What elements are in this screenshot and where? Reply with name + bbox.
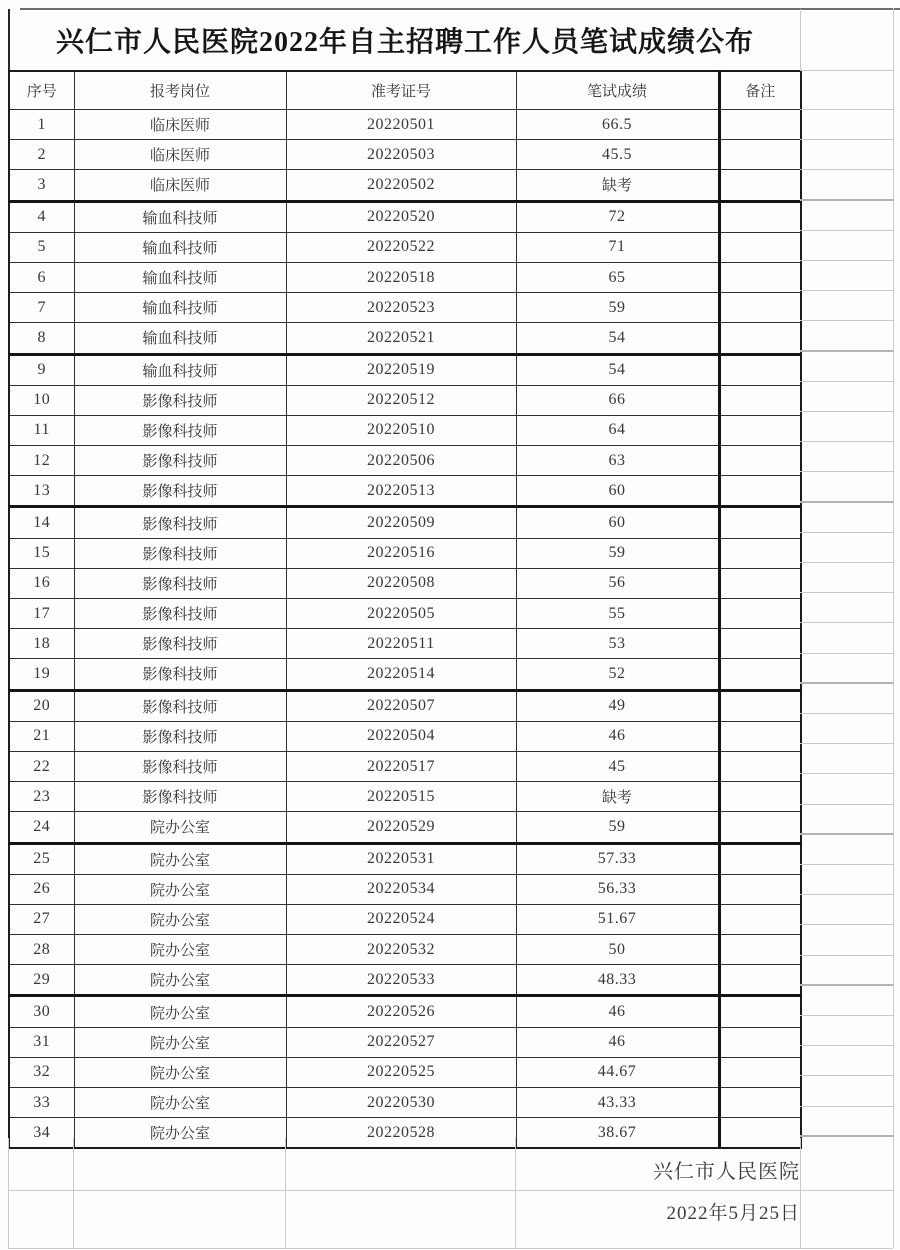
cell-score: 缺考 [516, 170, 719, 201]
table-row [9, 659, 801, 690]
cell-score: 60 [516, 507, 719, 538]
gridline [800, 592, 893, 593]
cell-position: 临床医师 [74, 140, 286, 170]
cell-position: 输血科技师 [74, 262, 286, 292]
cell-no: 2 [9, 140, 74, 170]
gridline [800, 713, 893, 714]
cell-note [719, 1088, 801, 1118]
gridline [800, 864, 893, 865]
cell-note [719, 874, 801, 904]
cell-position: 院办公室 [74, 904, 286, 934]
cell-position: 影像科技师 [74, 751, 286, 781]
cell-no: 14 [9, 507, 74, 538]
cell-score: 54 [516, 323, 719, 354]
cell-ticket: 20220525 [286, 1057, 516, 1087]
cell-ticket: 20220531 [286, 843, 516, 874]
column-header-score: 笔试成绩 [516, 71, 719, 110]
cell-score: 49 [516, 690, 719, 721]
gridline [800, 653, 893, 654]
cell-no: 9 [9, 354, 74, 385]
cell-score: 65 [516, 262, 719, 292]
cell-score: 59 [516, 812, 719, 843]
cell-position: 院办公室 [74, 1027, 286, 1057]
gridline [800, 109, 893, 110]
cell-no: 7 [9, 293, 74, 323]
gridline [800, 804, 893, 805]
cell-note [719, 629, 801, 659]
cell-position: 影像科技师 [74, 690, 286, 721]
cell-position: 院办公室 [74, 935, 286, 965]
cell-ticket: 20220519 [286, 354, 516, 385]
cell-position: 影像科技师 [74, 385, 286, 415]
cell-no: 12 [9, 446, 74, 476]
cell-no: 13 [9, 476, 74, 507]
cell-score: 66.5 [516, 110, 719, 140]
table-row [9, 751, 801, 781]
cell-ticket: 20220509 [286, 507, 516, 538]
cell-note [719, 996, 801, 1027]
cell-ticket: 20220524 [286, 904, 516, 934]
gridline [800, 924, 893, 925]
cell-score: 45 [516, 751, 719, 781]
table-row [9, 507, 801, 538]
cell-note [719, 476, 801, 507]
cell-position: 输血科技师 [74, 323, 286, 354]
gridline [800, 955, 893, 956]
gridline [893, 8, 894, 1248]
cell-ticket: 20220529 [286, 812, 516, 843]
table-row [9, 568, 801, 598]
gridline [800, 622, 893, 623]
cell-note [719, 140, 801, 170]
cell-score: 66 [516, 385, 719, 415]
cell-no: 22 [9, 751, 74, 781]
cell-score: 51.67 [516, 904, 719, 934]
cell-position: 院办公室 [74, 965, 286, 996]
table-row [9, 1027, 801, 1057]
cell-score: 46 [516, 996, 719, 1027]
signature-date: 2022年5月25日 [666, 1203, 800, 1224]
column-header-ticket: 准考证号 [286, 71, 516, 110]
cell-no: 11 [9, 415, 74, 445]
cell-score: 53 [516, 629, 719, 659]
gridline [800, 1135, 893, 1137]
cell-score: 59 [516, 538, 719, 568]
cell-ticket: 20220526 [286, 996, 516, 1027]
gridline [800, 682, 893, 684]
gridline [800, 139, 893, 140]
cell-score: 55 [516, 599, 719, 629]
cell-note [719, 110, 801, 140]
cell-score: 46 [516, 721, 719, 751]
cell-note [719, 201, 801, 232]
table-row [9, 110, 801, 140]
gridline [800, 169, 893, 170]
table-row [9, 140, 801, 170]
table-row [9, 323, 801, 354]
cell-note [719, 965, 801, 996]
cell-ticket: 20220502 [286, 170, 516, 201]
gridline [8, 1190, 893, 1191]
table-row [9, 1057, 801, 1087]
table-row [9, 904, 801, 934]
cell-score: 44.67 [516, 1057, 719, 1087]
cell-position: 影像科技师 [74, 446, 286, 476]
gridline [800, 411, 893, 412]
cell-position: 影像科技师 [74, 782, 286, 812]
cell-note [719, 812, 801, 843]
cell-note [719, 293, 801, 323]
gridline [800, 381, 893, 382]
cell-ticket: 20220510 [286, 415, 516, 445]
cell-ticket: 20220534 [286, 874, 516, 904]
column-header-note: 备注 [719, 71, 801, 110]
table-row [9, 599, 801, 629]
cell-ticket: 20220517 [286, 751, 516, 781]
cell-no: 34 [9, 1118, 74, 1149]
cell-no: 6 [9, 262, 74, 292]
cell-no: 18 [9, 629, 74, 659]
cell-position: 院办公室 [74, 812, 286, 843]
cell-no: 28 [9, 935, 74, 965]
cell-score: 54 [516, 354, 719, 385]
cell-note [719, 690, 801, 721]
signature-organization: 兴仁市人民医院 [653, 1161, 800, 1183]
gridline [515, 1138, 516, 1248]
table-row [9, 476, 801, 507]
cell-position: 输血科技师 [74, 232, 286, 262]
table-row [9, 415, 801, 445]
gridline [800, 199, 893, 201]
gridline [800, 1045, 893, 1046]
table-row [9, 538, 801, 568]
results-table [8, 70, 802, 1149]
table-row [9, 385, 801, 415]
gridline [800, 562, 893, 563]
gridline [800, 260, 893, 261]
cell-ticket: 20220505 [286, 599, 516, 629]
cell-position: 影像科技师 [74, 659, 286, 690]
cell-note [719, 1057, 801, 1087]
cell-note [719, 568, 801, 598]
gridline [8, 1138, 9, 1248]
cell-position: 院办公室 [74, 843, 286, 874]
table-row [9, 935, 801, 965]
cell-no: 29 [9, 965, 74, 996]
cell-ticket: 20220507 [286, 690, 516, 721]
cell-position: 影像科技师 [74, 507, 286, 538]
cell-no: 33 [9, 1088, 74, 1118]
cell-note [719, 1118, 801, 1149]
table-row [9, 354, 801, 385]
gridline [800, 70, 893, 71]
cell-ticket: 20220512 [286, 385, 516, 415]
cell-no: 8 [9, 323, 74, 354]
cell-note [719, 904, 801, 934]
cell-note [719, 1027, 801, 1057]
cell-ticket: 20220528 [286, 1118, 516, 1149]
cell-ticket: 20220518 [286, 262, 516, 292]
gridline [800, 290, 893, 291]
gridline [800, 1138, 801, 1248]
cell-note [719, 232, 801, 262]
cell-position: 影像科技师 [74, 721, 286, 751]
cell-ticket: 20220532 [286, 935, 516, 965]
table-row [9, 782, 801, 812]
cell-position: 院办公室 [74, 1088, 286, 1118]
table-row [9, 812, 801, 843]
cell-ticket: 20220520 [286, 201, 516, 232]
table-row [9, 262, 801, 292]
gridline [800, 320, 893, 321]
cell-position: 院办公室 [74, 996, 286, 1027]
gridline [800, 1106, 893, 1107]
table-row [9, 965, 801, 996]
cell-score: 43.33 [516, 1088, 719, 1118]
cell-ticket: 20220503 [286, 140, 516, 170]
cell-note [719, 507, 801, 538]
gridline [800, 471, 893, 472]
cell-position: 影像科技师 [74, 476, 286, 507]
cell-score: 63 [516, 446, 719, 476]
document-title: 兴仁市人民医院2022年自主招聘工作人员笔试成绩公布 [8, 9, 801, 70]
cell-score: 64 [516, 415, 719, 445]
cell-ticket: 20220504 [286, 721, 516, 751]
cell-note [719, 262, 801, 292]
table-row [9, 232, 801, 262]
gridline [800, 743, 893, 744]
cell-no: 19 [9, 659, 74, 690]
table-row [9, 1118, 801, 1149]
cell-note [719, 538, 801, 568]
cell-score: 60 [516, 476, 719, 507]
table-row [9, 874, 801, 904]
cell-no: 30 [9, 996, 74, 1027]
cell-score: 56.33 [516, 874, 719, 904]
cell-ticket: 20220516 [286, 538, 516, 568]
cell-no: 4 [9, 201, 74, 232]
table-row [9, 1088, 801, 1118]
header-row [9, 71, 801, 110]
cell-ticket: 20220522 [286, 232, 516, 262]
cell-no: 25 [9, 843, 74, 874]
gridline [800, 1075, 893, 1076]
cell-note [719, 354, 801, 385]
gridline [800, 230, 893, 231]
cell-note [719, 415, 801, 445]
cell-no: 21 [9, 721, 74, 751]
cell-no: 17 [9, 599, 74, 629]
table-row [9, 690, 801, 721]
gridline [800, 894, 893, 895]
gridline [800, 350, 893, 352]
cell-position: 影像科技师 [74, 629, 286, 659]
cell-position: 临床医师 [74, 110, 286, 140]
cell-no: 20 [9, 690, 74, 721]
results-table-body [9, 110, 801, 1149]
cell-note [719, 843, 801, 874]
cell-note [719, 323, 801, 354]
cell-note [719, 659, 801, 690]
gridline [800, 501, 893, 503]
cell-ticket: 20220514 [286, 659, 516, 690]
cell-no: 3 [9, 170, 74, 201]
cell-note [719, 721, 801, 751]
cell-score: 72 [516, 201, 719, 232]
cell-no: 24 [9, 812, 74, 843]
cell-score: 48.33 [516, 965, 719, 996]
gridline [73, 1138, 74, 1248]
cell-score: 45.5 [516, 140, 719, 170]
cell-position: 院办公室 [74, 1118, 286, 1149]
table-row [9, 721, 801, 751]
column-header-position: 报考岗位 [74, 71, 286, 110]
cell-ticket: 20220513 [286, 476, 516, 507]
cell-position: 院办公室 [74, 874, 286, 904]
cell-no: 23 [9, 782, 74, 812]
cell-no: 16 [9, 568, 74, 598]
cell-position: 影像科技师 [74, 568, 286, 598]
gridline [800, 1015, 893, 1016]
cell-no: 26 [9, 874, 74, 904]
cell-no: 31 [9, 1027, 74, 1057]
cell-ticket: 20220527 [286, 1027, 516, 1057]
cell-no: 32 [9, 1057, 74, 1087]
cell-note [719, 599, 801, 629]
gridline [800, 833, 893, 835]
cell-note [719, 782, 801, 812]
cell-score: 38.67 [516, 1118, 719, 1149]
cell-score: 56 [516, 568, 719, 598]
cell-score: 50 [516, 935, 719, 965]
cell-position: 院办公室 [74, 1057, 286, 1087]
cell-score: 57.33 [516, 843, 719, 874]
cell-ticket: 20220501 [286, 110, 516, 140]
cell-position: 临床医师 [74, 170, 286, 201]
cell-ticket: 20220521 [286, 323, 516, 354]
table-row [9, 996, 801, 1027]
gridline [800, 532, 893, 533]
table-row [9, 201, 801, 232]
cell-note [719, 446, 801, 476]
cell-score: 59 [516, 293, 719, 323]
cell-position: 输血科技师 [74, 293, 286, 323]
cell-score: 缺考 [516, 782, 719, 812]
cell-note [719, 385, 801, 415]
cell-no: 1 [9, 110, 74, 140]
cell-ticket: 20220508 [286, 568, 516, 598]
table-row [9, 170, 801, 201]
gridline [800, 984, 893, 986]
gridline [8, 1248, 893, 1249]
cell-score: 46 [516, 1027, 719, 1057]
cell-no: 5 [9, 232, 74, 262]
cell-ticket: 20220515 [286, 782, 516, 812]
cell-no: 27 [9, 904, 74, 934]
cell-no: 15 [9, 538, 74, 568]
cell-ticket: 20220523 [286, 293, 516, 323]
cell-ticket: 20220511 [286, 629, 516, 659]
table-row [9, 629, 801, 659]
cell-score: 52 [516, 659, 719, 690]
cell-note [719, 170, 801, 201]
cell-no: 10 [9, 385, 74, 415]
table-row [9, 446, 801, 476]
gridline [800, 441, 893, 442]
table-row [9, 293, 801, 323]
cell-position: 影像科技师 [74, 599, 286, 629]
cell-ticket: 20220506 [286, 446, 516, 476]
cell-ticket: 20220533 [286, 965, 516, 996]
cell-score: 71 [516, 232, 719, 262]
gridline [800, 773, 893, 774]
cell-position: 影像科技师 [74, 538, 286, 568]
gridline [285, 1138, 286, 1248]
cell-position: 输血科技师 [74, 201, 286, 232]
cell-ticket: 20220530 [286, 1088, 516, 1118]
column-header-no: 序号 [9, 71, 74, 110]
cell-note [719, 935, 801, 965]
cell-note [719, 751, 801, 781]
cell-position: 输血科技师 [74, 354, 286, 385]
table-row [9, 843, 801, 874]
cell-position: 影像科技师 [74, 415, 286, 445]
